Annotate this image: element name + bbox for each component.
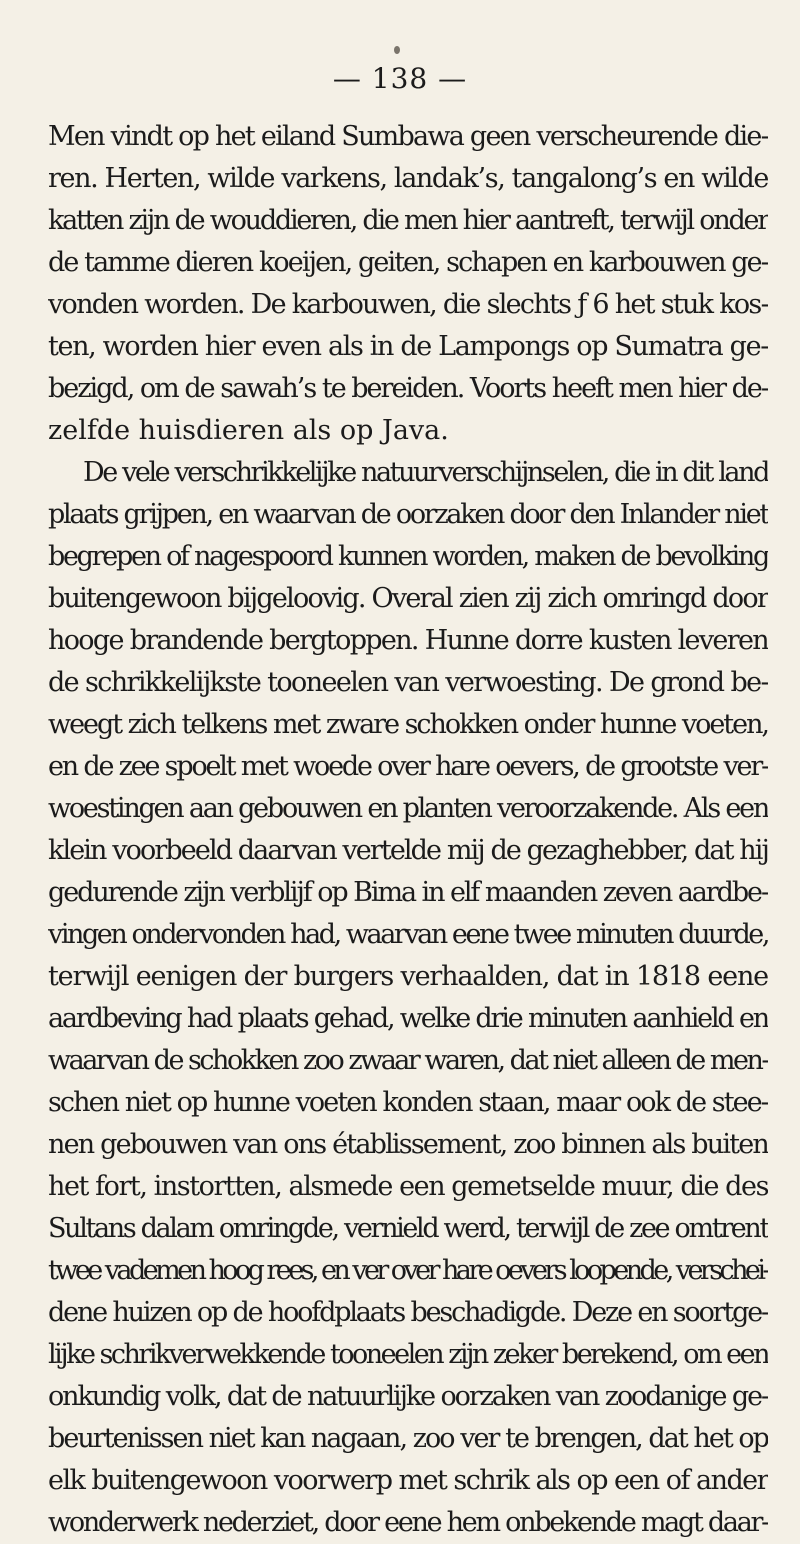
text-line: Men vindt op het eiland Sumbawa geen verscheurende die- [48, 121, 768, 152]
text-line: hooge brandende bergtoppen. Hunne dorre kusten leveren [48, 625, 768, 656]
text-line: buitengewoon bijgeloovig. Overal zien zij zich omringd door [48, 583, 768, 614]
text-line: ren. Herten, wilde varkens, landak’s, tangalong’s en wilde [48, 163, 768, 194]
text-line: vingen ondervonden had, waarvan eene twee minuten duurde, [48, 919, 768, 950]
text-line: weegt zich telkens met zware schokken onder hunne voeten, [48, 709, 768, 740]
text-line: klein voorbeeld daarvan vertelde mij de gezaghebber, dat hij [48, 835, 768, 866]
text-line: de tamme dieren koeijen, geiten, schapen en karbouwen ge- [48, 247, 768, 278]
text-line: zelfde huisdieren als op Java. [48, 415, 449, 446]
text-line: aardbeving had plaats gehad, welke drie minuten aanhield en [48, 1003, 768, 1034]
text-line: beurtenissen niet kan nagaan, zoo ver te brengen, dat het op [48, 1423, 768, 1454]
text-line: vonden worden. De karbouwen, die slechts ƒ 6 het stuk kos- [48, 289, 768, 320]
ink-speck [394, 46, 400, 54]
text-line: bezigd, om de sawah’s te bereiden. Voorts heeft men hier de- [48, 373, 768, 404]
text-line: de schrikkelijkste tooneelen van verwoesting. De grond be- [48, 667, 768, 698]
text-line: het fort, instortten, alsmede een gemetselde muur, die des [48, 1171, 768, 1202]
text-line: wonderwerk nederziet, door eene hem onbekende magt daar- [48, 1507, 768, 1538]
text-line: schen niet op hunne voeten konden staan, maar ook de stee- [48, 1087, 768, 1118]
text-line: woestingen aan gebouwen en planten veroorzakende. Als een [48, 793, 768, 824]
text-line: nen gebouwen van ons établissement, zoo binnen als buiten [48, 1129, 768, 1160]
text-line: elk buitengewoon voorwerp met schrik als op een of ander [48, 1465, 768, 1496]
text-line: ten, worden hier even als in de Lampongs op Sumatra ge- [48, 331, 768, 362]
text-line: katten zijn de wouddieren, die men hier aantreft, terwijl onder [48, 205, 768, 236]
text-line: dene huizen op de hoofdplaats beschadigde. Deze en soortge- [48, 1297, 768, 1328]
text-line: begrepen of nagespoord kunnen worden, maken de bevolking [48, 541, 768, 572]
text-line: Sultans dalam omringde, vernield werd, terwijl de zee omtrent [48, 1213, 768, 1244]
text-line: De vele verschrikkelijke natuurverschijnselen, die in dit land [83, 457, 768, 488]
text-line: terwijl eenigen der burgers verhaalden, dat in 1818 eene [48, 961, 768, 992]
text-line: twee vademen hoog rees, en ver over hare oevers loopende, verschei- [48, 1255, 768, 1286]
body-text [48, 116, 768, 1544]
text-line: en de zee spoelt met woede over hare oevers, de grootste ver- [48, 751, 768, 782]
text-line: gedurende zijn verblijf op Bima in elf maanden zeven aardbe- [48, 877, 768, 908]
page-number: — 138 — [332, 62, 468, 95]
text-line: lijke schrikverwekkende tooneelen zijn zeker berekend, om een [48, 1339, 768, 1370]
text-line: plaats grijpen, en waarvan de oorzaken door den Inlander niet [48, 499, 768, 530]
text-line: onkundig volk, dat de natuurlijke oorzaken van zoodanige ge- [48, 1381, 768, 1412]
text-line: waarvan de schokken zoo zwaar waren, dat niet alleen de men- [48, 1045, 768, 1076]
